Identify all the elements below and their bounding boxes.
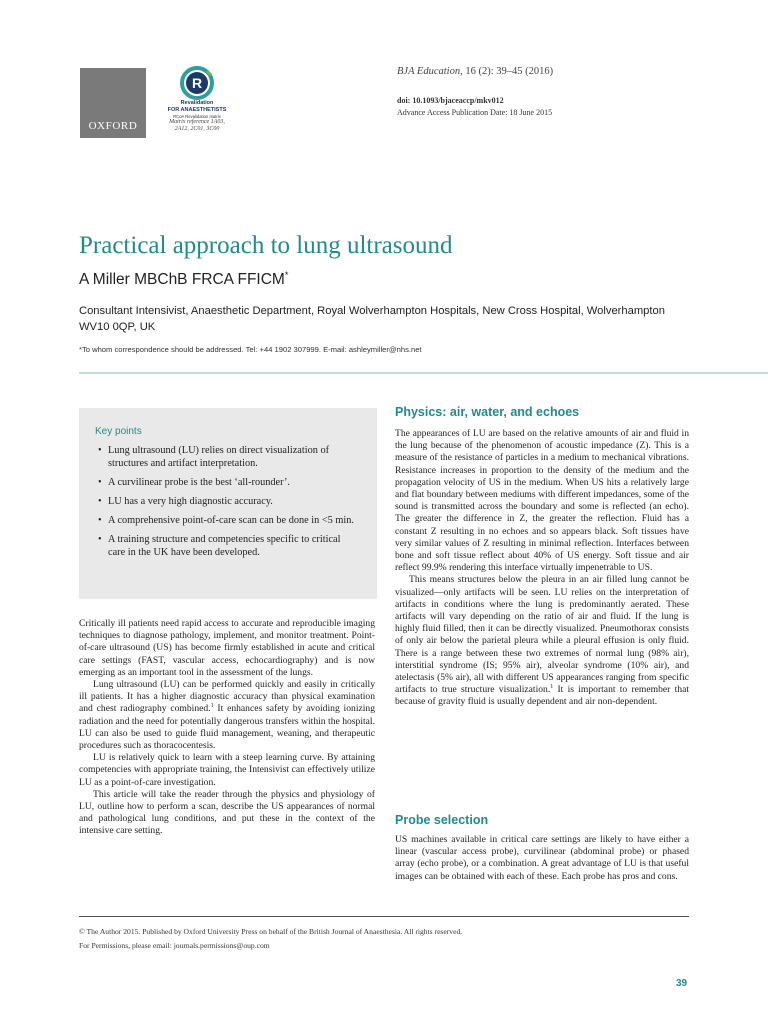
copyright-notice: © The Author 2015. Published by Oxford University Press on behalf of the British Journal of Anaesthesia. All rights reserved.: [79, 927, 463, 936]
key-points-list: [95, 444, 359, 559]
physics-paragraph-2: [395, 574, 689, 708]
physics-paragraph-2-text: This means structures below the pleura in an air filled lung cannot be visualized—only artifacts will be seen. LU relies on the interpretation of artifacts in conditions where the lung is predominantly aerated. These artifacts will vary depending on the ratio of air and fluid. If the lung is highly fluid filled, then it can be directly visualized. Pneumothorax consists of only air below the parietal pleura while a pleural effusion is only fluid. There is a range between these two extremes of normal lung (98% air), interstitial syndrome (IS; 95% air), alveolar syndrome (10% air), and atelectasis (5% air), all with different US appearances ranging from specific artifacts to true structure visualization.: [395, 574, 689, 696]
key-point: [95, 495, 359, 508]
badge-subtitle: FOR ANAESTHETISTS: [167, 107, 227, 113]
affiliation: Consultant Intensivist, Anaesthetic Department, Royal Wolverhampton Hospitals, New Cross Hospital, Wolverhampton WV10 0QP, UK: [79, 305, 665, 333]
key-point: [95, 533, 359, 559]
key-point-text: Lung ultrasound (LU) relies on direct visualization of structures and artifact interpretation.: [108, 445, 330, 469]
physics-paragraph-2-cont: It is important to remember that because of gravity fluid is usually dependent and air non-dependent.: [395, 684, 689, 708]
badge-matrix-line1: Matrix reference 1A03,: [169, 119, 225, 125]
citation-volume: , 16 (2): 39–45 (2016): [460, 66, 554, 77]
intro-paragraph-4: This article will take the reader through the physics and physiology of LU, outline how to perform a scan, describe the US appearances of normal and pathological lung conditions, and put these in the context of the intensive care setting.: [79, 788, 375, 837]
section-heading-probe-selection: Probe selection: [395, 813, 489, 827]
permissions-notice: For Permissions, please email: journals.permissions@oup.com: [79, 941, 270, 950]
probe-paragraph-1: US machines available in critical care settings are likely to have either a linear (vascular access probe), curvilinear (abdominal probe) or phased array (echo probe), or a combination. A great advantage of LU is that useful images can be obtained with each of these. Each probe has pros and cons.: [395, 834, 689, 882]
key-point: [95, 476, 359, 489]
intro-paragraph-2-cont: It enhances safety by avoiding ionizing radiation and the need for potentially dangerous transfers within the hospital. LU can also be used to guide fluid management, weaning, and therapeutic procedures such as thoracocentesis.: [79, 703, 375, 752]
intro-paragraph-1: Critically ill patients need rapid access to accurate and reproducible imaging techniques to diagnose pathology, implement, and monitor treatment. Point-of-care ultrasound (US) has become firmly established in acute and critical care settings (FAST, vascular access, echocardiography) and is now emerging as an important tool in the assessment of the lungs.: [79, 618, 375, 678]
badge-note: RCoA Revalidation matrix: [173, 114, 221, 119]
author-mark: *: [284, 270, 289, 280]
key-point-text: A comprehensive point-of-care scan can be done in <5 min.: [108, 515, 354, 526]
bullet-icon: •: [98, 477, 102, 488]
badge-title: Revalidation: [180, 100, 214, 106]
correspondence-note: *To whom correspondence should be addressed. Tel: +44 1902 307999. E-mail: ashleymiller@nhs.net: [79, 345, 422, 354]
reference-link[interactable]: 1: [550, 684, 554, 691]
article-title: Practical approach to lung ultrasound: [79, 232, 453, 259]
revalidation-r-icon: [180, 66, 214, 100]
page-number: 39: [676, 978, 688, 989]
intro-paragraph-3: LU is relatively quick to learn with a steep learning curve. By attaining competencies with appropriate training, the Intensivist can effectively utilize LU as a point-of-care investigation.: [79, 752, 375, 788]
revalidation-badge: [160, 66, 234, 133]
key-points-box: [79, 408, 377, 599]
intro-paragraph-2: [79, 679, 375, 752]
key-point: [95, 444, 359, 470]
key-points-heading: Key points: [95, 426, 142, 437]
key-point-text: A curvilinear probe is the best ‘all-rounder’.: [108, 477, 290, 488]
badge-matrix-line2: 2A12, 2C01, 3C00: [174, 126, 220, 132]
citation: [397, 66, 553, 77]
intro-paragraph-2-text: Lung ultrasound (LU) can be performed quickly and easily in critically ill patients. It has a higher diagnostic accuracy than physical examination and chest radiography combined.: [79, 679, 375, 715]
doi[interactable]: doi: 10.1093/bjaceaccp/mkv012: [397, 96, 504, 105]
intro-column: [79, 618, 375, 838]
bullet-icon: •: [98, 515, 102, 526]
physics-section: [395, 428, 689, 709]
oxford-logo: [80, 68, 146, 138]
bullet-icon: •: [98, 496, 102, 507]
bullet-icon: •: [98, 534, 102, 545]
key-point-text: LU has a very high diagnostic accuracy.: [108, 496, 273, 507]
probe-selection-section: [395, 834, 689, 883]
physics-paragraph-1: The appearances of LU are based on the relative amounts of air and fluid in the lung because of the phenomenon of acoustic impedance (Z). This is a measure of the resistance of particles in a medium to mechanical vibrations. Resistance increases in proportion to the density of the medium and the propagation velocity of US in the medium. When US hits a relatively large and flat boundary between mediums with different impedances, some of the sound is transmitted across the boundary and some is reflected (an echo). The greater the difference in Z, the greater the reflection. Fluid has a constant Z resulting in no echoes and so appears black. Soft tissues have very similar values of Z resulting in minimal reflection. Interfaces between bone and soft tissue reflect about 40% of US energy. Soft tissue and air reflect 99.9% rendering this interface virtually impenetrable to US.: [395, 428, 689, 574]
footer-divider: [79, 916, 689, 917]
oxford-logo-text: OXFORD: [88, 120, 138, 132]
key-point: [95, 514, 359, 527]
author: [79, 270, 288, 289]
key-point-text: A training structure and competencies specific to critical care in the UK have been developed.: [108, 534, 341, 558]
advance-access-date: Advance Access Publication Date: 18 June 2015: [397, 108, 553, 117]
bullet-icon: •: [98, 445, 102, 456]
author-name: A Miller MBChB FRCA FFICM: [79, 271, 285, 289]
badge-letter: R: [191, 75, 203, 91]
section-heading-physics: Physics: air, water, and echoes: [395, 405, 580, 419]
header-divider: [79, 372, 768, 374]
citation-journal: BJA Education: [397, 66, 461, 77]
reference-link[interactable]: 1: [210, 703, 214, 710]
